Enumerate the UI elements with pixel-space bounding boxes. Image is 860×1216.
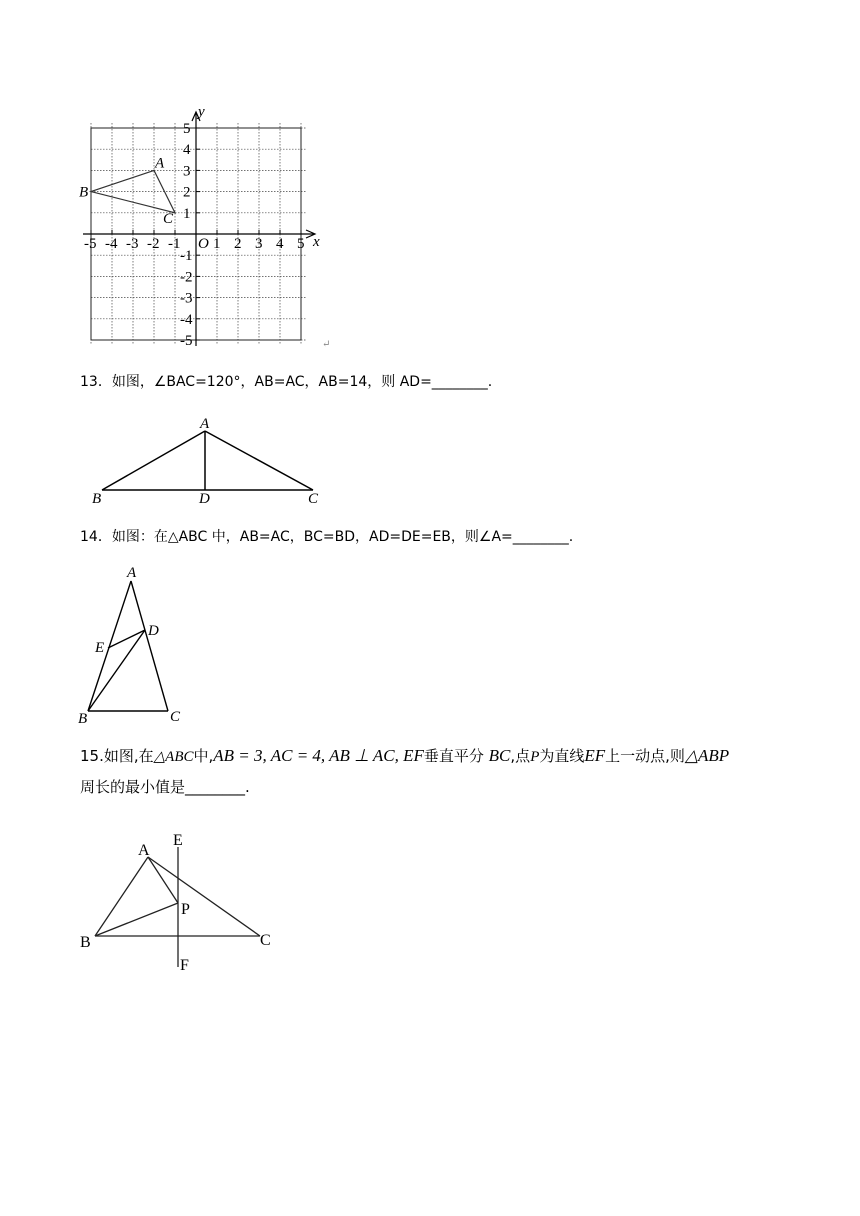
label-f: F xyxy=(180,957,189,974)
origin-label: O xyxy=(198,236,209,252)
label-d: D xyxy=(148,623,159,639)
label-b: B xyxy=(92,491,102,507)
y-tick-label: -4 xyxy=(180,311,193,328)
question-14-text: 14．如图：在△ABC 中，AB=AC，BC=BD，AD=DE=EB，则∠A=________. xyxy=(80,529,574,545)
x-tick-label: -2 xyxy=(147,236,160,252)
segment-ap xyxy=(148,857,178,903)
x-tick-label: 3 xyxy=(255,236,263,252)
y-tick-label: 4 xyxy=(183,142,191,159)
coordinate-grid-figure xyxy=(70,100,350,355)
label-a: A xyxy=(127,565,137,581)
segment-ac xyxy=(205,431,313,490)
q15-mid2: 垂直平分 xyxy=(423,747,484,765)
label-a: A xyxy=(200,416,210,432)
x-tick-label: -5 xyxy=(84,236,97,252)
question-15-line-2: 周长的最小值是________. xyxy=(80,778,250,796)
x-tick-label: 4 xyxy=(276,236,284,252)
question-14-figure xyxy=(70,560,200,730)
y-tick-label: 1 xyxy=(183,205,191,222)
question-15-figure xyxy=(75,825,285,975)
x-tick-label: -3 xyxy=(126,236,139,252)
x-axis-label: x xyxy=(313,234,320,250)
q15-mid4: 为直线 xyxy=(539,747,585,765)
label-e: E xyxy=(173,832,183,849)
segment-bp xyxy=(95,903,178,936)
q15-prefix: 15.如图,在 xyxy=(80,747,154,765)
q15-mid5: 上一动点,则 xyxy=(605,747,685,765)
label-a: A xyxy=(138,842,150,859)
y-tick-label: -3 xyxy=(180,290,193,307)
label-c: C xyxy=(260,932,271,949)
label-e: E xyxy=(95,640,105,656)
q15-triangle-abp: △ABP xyxy=(684,746,730,765)
x-tick-label: 5 xyxy=(297,236,305,252)
x-tick-label: -4 xyxy=(105,236,118,252)
x-tick-label: -1 xyxy=(168,236,181,252)
tick-labels xyxy=(84,121,305,349)
label-c: C xyxy=(308,491,319,507)
q15-ef: EF xyxy=(584,746,606,765)
triangle-abc xyxy=(79,155,175,226)
q15-p: P xyxy=(530,749,540,765)
question-13-figure xyxy=(85,412,335,507)
x-tick-label: 1 xyxy=(213,236,221,252)
label-b: B xyxy=(80,934,91,951)
return-mark: ↵ xyxy=(322,339,331,350)
question-15-line-1 xyxy=(80,741,780,772)
segment-ab xyxy=(95,857,148,936)
label-c: C xyxy=(170,709,181,725)
q15-condition: AB = 3, AC = 4, AB ⊥ AC, EF xyxy=(213,746,424,765)
q15-bc: BC xyxy=(488,746,511,765)
segment-ac xyxy=(131,581,168,711)
segment-ac xyxy=(148,857,260,936)
y-axis-label: y xyxy=(198,104,205,120)
q15-triangle-abc: △ABC xyxy=(153,749,194,765)
q15-mid3: ,点 xyxy=(510,747,531,765)
y-tick-label: -1 xyxy=(180,248,193,265)
question-15-text xyxy=(80,741,780,802)
label-d: D xyxy=(199,491,210,507)
y-tick-label: 5 xyxy=(183,121,191,137)
x-tick-label: 2 xyxy=(234,236,242,252)
y-tick-label: 3 xyxy=(183,163,191,180)
y-tick-label: 2 xyxy=(183,184,191,201)
y-tick-label: -2 xyxy=(180,269,193,286)
point-label-c: C xyxy=(163,210,174,227)
label-b: B xyxy=(78,711,88,727)
point-label-b: B xyxy=(79,184,89,201)
q15-mid1: 中, xyxy=(193,747,214,765)
y-tick-label: -5 xyxy=(180,333,193,349)
question-13-text: 13．如图，∠BAC=120°，AB=AC，AB=14，则 AD=________. xyxy=(80,374,493,390)
point-label-a: A xyxy=(155,155,165,172)
label-p: P xyxy=(181,901,190,918)
segment-ab xyxy=(102,431,205,490)
